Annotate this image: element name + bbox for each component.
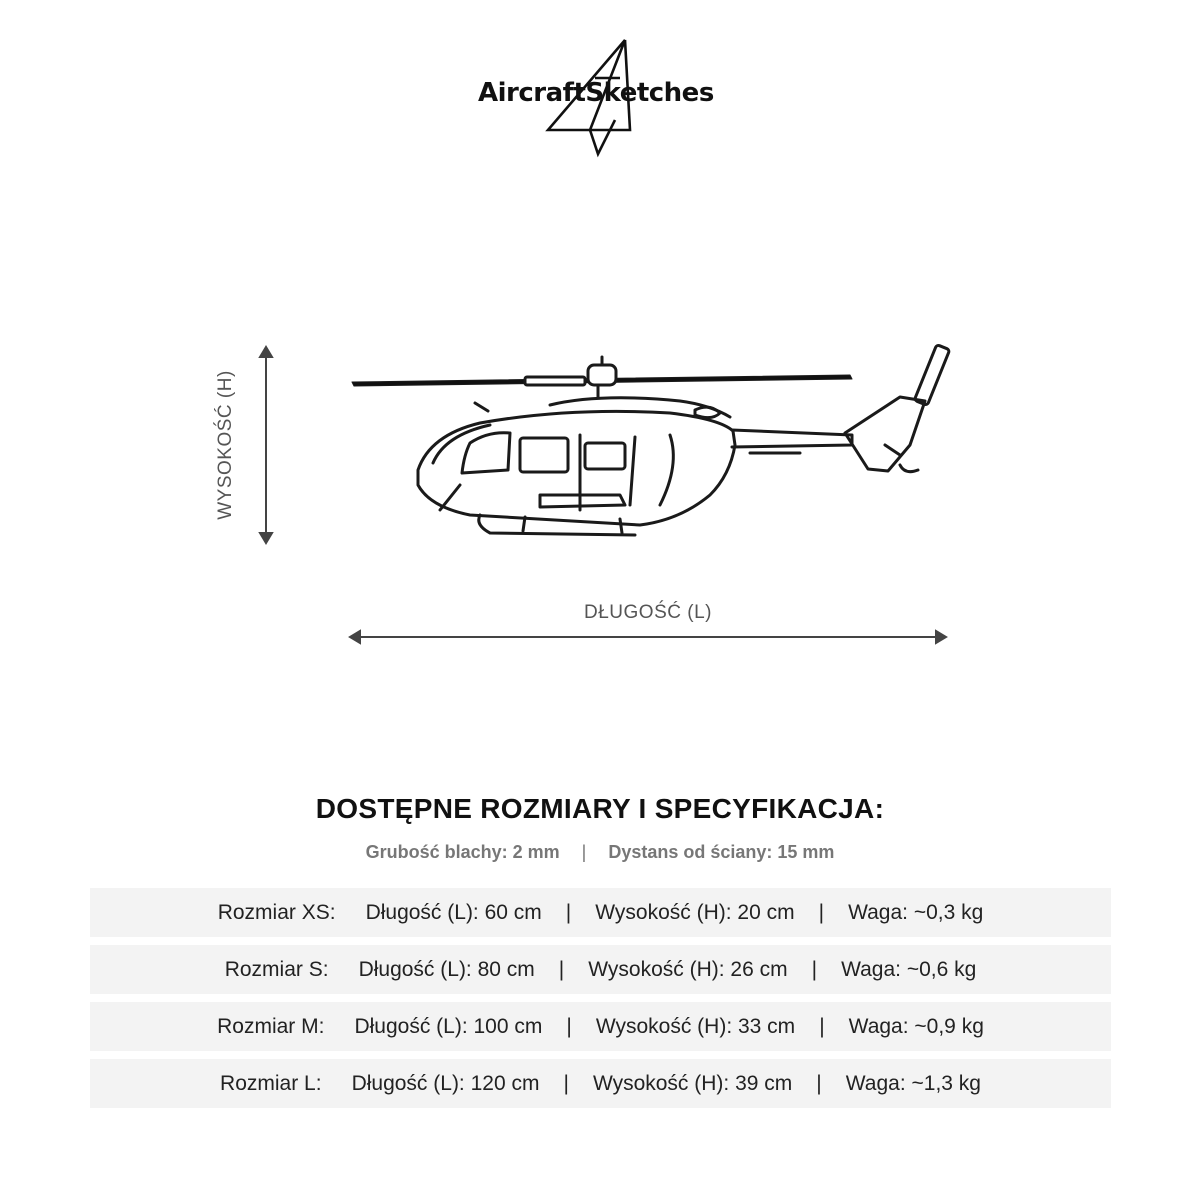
brand-logo — [470, 38, 730, 158]
specs-subtitle — [0, 842, 1200, 863]
separator: | — [565, 900, 572, 924]
separator: | — [563, 1071, 569, 1095]
size-row — [90, 888, 1111, 937]
size-length: Długość (L): 120 cm — [351, 1071, 540, 1095]
size-name: Rozmiar L: — [220, 1071, 322, 1095]
sheet-thickness: Grubość blachy: 2 mm — [365, 842, 560, 862]
size-weight: Waga: ~1,3 kg — [845, 1071, 981, 1095]
separator: | — [566, 1014, 572, 1038]
length-dimension-arrow — [348, 627, 948, 647]
size-length: Długość (L): 60 cm — [365, 900, 542, 924]
length-label: DŁUGOŚĆ (L) — [584, 602, 712, 623]
size-height: Wysokość (H): 26 cm — [588, 957, 788, 981]
size-name: Rozmiar M: — [217, 1014, 325, 1038]
brand-name: AircraftSketches — [478, 78, 714, 108]
size-row — [90, 1002, 1111, 1051]
height-label: WYSOKOŚĆ (H) — [215, 370, 236, 520]
size-length: Długość (L): 80 cm — [358, 957, 535, 981]
separator: | — [818, 900, 825, 924]
size-weight: Waga: ~0,6 kg — [841, 957, 977, 981]
size-length: Długość (L): 100 cm — [354, 1014, 543, 1038]
size-height: Wysokość (H): 39 cm — [592, 1071, 793, 1095]
size-name: Rozmiar S: — [224, 957, 329, 981]
size-weight: Waga: ~0,9 kg — [848, 1014, 984, 1038]
separator: | — [811, 957, 818, 981]
size-table — [90, 888, 1111, 1116]
separator: | — [816, 1071, 822, 1095]
size-weight: Waga: ~0,3 kg — [848, 900, 984, 924]
specs-title: DOSTĘPNE ROZMIARY I SPECYFIKACJA: — [315, 793, 885, 824]
size-height: Wysokość (H): 20 cm — [595, 900, 795, 924]
height-dimension-arrow — [255, 345, 277, 545]
size-height: Wysokość (H): 33 cm — [595, 1014, 796, 1038]
wall-distance: Dystans od ściany: 15 mm — [608, 842, 835, 862]
separator: | — [558, 957, 565, 981]
size-name: Rozmiar XS: — [217, 900, 336, 924]
size-row — [90, 945, 1111, 994]
separator: | — [581, 842, 587, 862]
size-row — [90, 1059, 1111, 1108]
separator: | — [819, 1014, 825, 1038]
helicopter-silhouette-icon — [340, 335, 960, 555]
